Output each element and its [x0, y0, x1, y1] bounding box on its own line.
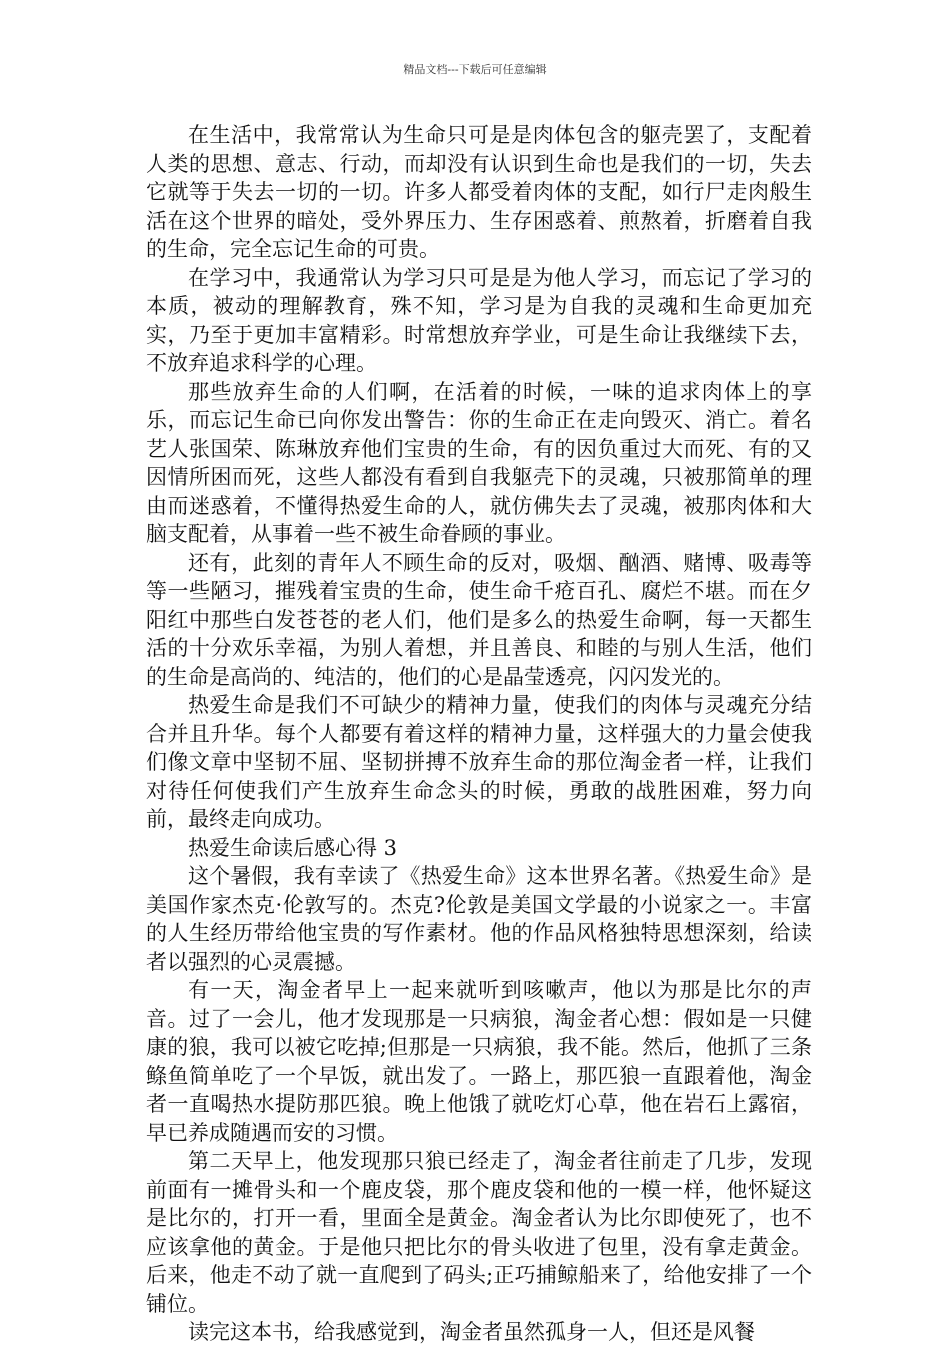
paragraph: 第二天早上，他发现那只狼已经走了，淘金者往前走了几步，发现前面有一摊骨头和一个鹿皮袋，那个鹿皮袋和他的一模一样，他怀疑这是比尔的，打开一看，里面全是黄金。淘金者认为比尔即使死了，也不应该拿他的黄金。于是他只把比尔的骨头收进了包里，没有拿走黄金。后来，他走不动了就一直爬到了码头;正巧捕鲸船来了，给他安排了一个铺位。 [146, 1149, 812, 1316]
paragraph: 那些放弃生命的人们啊，在活着的时候，一味的追求肉体上的享乐，而忘记生命已向你发出警告：你的生命正在走向毁灭、消亡。着名艺人张国荣、陈琳放弃他们宝贵的生命，有的因负重过大而死、有的又因情所困而死，这些人都没有看到自我躯壳下的灵魂，只被那简单的理由而迷惑着，不懂得热爱生命的人，就仿佛失去了灵魂，被那肉体和大脑支配着，从事着一些不被生命眷顾的事业。 [146, 379, 812, 546]
paragraph: 有一天，淘金者早上一起来就听到咳嗽声，他以为那是比尔的声音。过了一会儿，他才发现那是一只病狼，淘金者心想：假如是一只健康的狼，我可以被它吃掉;但那是一只病狼，我不能。然后，他抓了三条鲦鱼简单吃了一个早饭，就出发了。一路上，那匹狼一直跟着他，淘金者一直喝热水提防那匹狼。晚上他饿了就吃灯心草，他在岩石上露宿，早已养成随遇而安的习惯。 [146, 978, 812, 1145]
paragraph: 在学习中，我通常认为学习只可是是为他人学习，而忘记了学习的本质，被动的理解教育，殊不知，学习是为自我的灵魂和生命更加充实，乃至于更加丰富精彩。时常想放弃学业，可是生命让我继续下去，不放弃追求科学的心理。 [146, 265, 812, 375]
paragraph: 这个暑假，我有幸读了《热爱生命》这本世界名著。《热爱生命》是美国作家杰克·伦敦写的。杰克?伦敦是美国文学最的小说家之一。丰富的人生经历带给他宝贵的写作素材。他的作品风格独特思想深刻，给读者以强烈的心灵震撼。 [146, 864, 812, 974]
document-body [146, 121, 812, 1347]
paragraph: 还有，此刻的青年人不顾生命的反对，吸烟、酗酒、赌博、吸毒等等一些陋习，摧残着宝贵的生命，使生命千疮百孔、腐烂不堪。而在夕阳红中那些白发苍苍的老人们，他们是多么的热爱生命啊，每一天都生活的十分欢乐幸福，为别人着想，并且善良、和睦的与别人生活，他们的生命是高尚的、纯洁的，他们的心是晶莹透亮，闪闪发光的。 [146, 550, 812, 689]
page-header: 精品文档---下载后可任意编辑 [403, 63, 547, 76]
paragraph: 读完这本书，给我感觉到，淘金者虽然孤身一人，但还是风餐 [188, 1320, 755, 1344]
section-heading: 热爱生命读后感心得 3 [188, 835, 398, 860]
paragraph: 在生活中，我常常认为生命只可是是肉体包含的躯壳罢了，支配着人类的思想、意志、行动，而却没有认识到生命也是我们的一切，失去它就等于失去一切的一切。许多人都受着肉体的支配，如行尸走肉般生活在这个世界的暗处，受外界压力、生存困惑着、煎熬着，折磨着自我的生命，完全忘记生命的可贵。 [146, 123, 812, 261]
paragraph: 热爱生命是我们不可缺少的精神力量，使我们的肉体与灵魂充分结合并且升华。每个人都要有着这样的精神力量，这样强大的力量会使我们像文章中坚韧不屈、坚韧拼搏不放弃生命的那位淘金者一样，让我们对待任何使我们产生放弃生命念头的时候，勇敢的战胜困难，努力向前，最终走向成功。 [146, 693, 812, 831]
